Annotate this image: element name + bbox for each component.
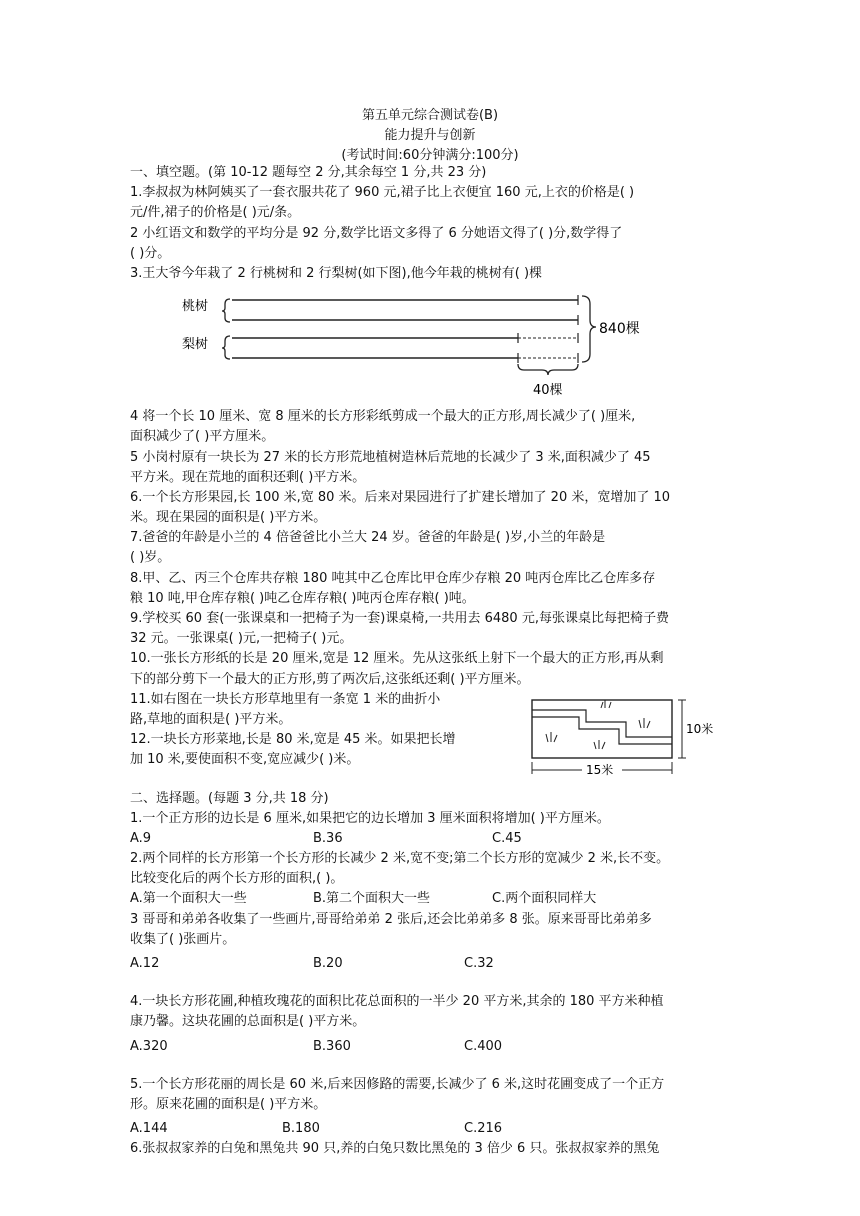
grass-path-diagram: [526, 692, 736, 788]
s2-q4-option-a: A.320: [130, 1038, 168, 1054]
label-pear: 梨树: [182, 337, 209, 353]
s2-q1-option-c: C.45: [492, 830, 522, 846]
s2-q3-line2: 收集了( )张画片。: [130, 931, 236, 947]
q4-line2: 面积减少了( )平方厘米。: [130, 429, 275, 445]
s2-q3-line1: 3 哥哥和弟弟各收集了一些画片,哥哥给弟弟 2 张后,还会比弟弟多 8 张。原来哥哥比弟弟多: [130, 911, 652, 927]
q7-line1: 7.爸爸的年龄是小兰的 4 倍爸爸比小兰大 24 岁。爸爸的年龄是( )岁,小兰的年龄是: [130, 530, 606, 546]
q6-line2: 米。现在果园的面积是( )平方米。: [130, 510, 327, 526]
s2-q3-options: [130, 954, 734, 974]
q5-line2: 平方米。现在荒地的面积还剩( )平方米。: [130, 469, 366, 485]
q2-line2: ( )分。: [130, 245, 171, 261]
q2-line1: 2 小红语文和数学的平均分是 92 分,数学比语文多得了 6 分她语文得了( )分,数学得了: [130, 225, 623, 241]
q10-line1: 10.一张长方形纸的长是 20 厘米,宽是 12 厘米。先从这张纸上射下一个最大的正方形,再从剩: [130, 651, 664, 667]
section2-heading: 二、选择题。(每题 3 分,共 18 分): [130, 790, 329, 806]
s2-q1-option-a: A.9: [130, 830, 152, 846]
s2-q2-options: [130, 889, 734, 909]
s2-q2-line2: 比较变化后的两个长方形的面积,( )。: [130, 871, 344, 887]
total-label: 840棵: [599, 321, 640, 338]
q9-line1: 9.学校买 60 套(一张课桌和一把椅子为一套)课桌椅,一共用去 6480 元,每张课桌比每把椅子费: [130, 611, 669, 626]
width-label: 15米: [586, 762, 614, 777]
tree-diagram: [130, 284, 734, 407]
exam-subtitle: 能力提升与创新: [384, 128, 476, 143]
label-peach: 桃树: [182, 299, 209, 315]
s2-q6-line1: 6.张叔叔家养的白兔和黑兔共 90 只,养的白兔只数比黑兔的 3 倍少 6 只。张叔叔家养的黑兔: [130, 1141, 660, 1157]
s2-q2-line1: 2.两个同样的长方形第一个长方形的长减少 2 米,宽不变;第二个长方形的宽减少 2 米,长不变。: [130, 851, 670, 867]
q11-line2: 路,草地的面积是( )平方米。: [130, 711, 292, 727]
s2-q3-option-b: B.20: [313, 956, 343, 971]
header: [0, 106, 860, 166]
s2-q3-option-c: C.32: [464, 956, 494, 971]
s2-q4-line2: 康乃馨。这块花圃的总面积是( )平方米。: [130, 1014, 366, 1030]
s2-q5-line1: 5.一个长方形花丽的周长是 60 米,后来因修路的需要,长减少了 6 米,这时花圃变成了一个正方: [130, 1076, 665, 1092]
exam-title: 第五单元综合测试卷(B): [361, 108, 499, 123]
s2-q1-options: [130, 829, 734, 849]
q9-line2: 32 元。一张课桌( )元,一把椅子( )元。: [130, 631, 353, 647]
q10-line2: 下的部分剪下一个最大的正方形,剪了两次后,这张纸还剩( )平方厘米。: [130, 671, 530, 687]
q8-line2: 粮 10 吨,甲仓库存粮( )吨乙仓库存粮( )吨丙仓库存粮( )吨。: [130, 590, 475, 606]
section1-heading: 一、填空题。(第 10-12 题每空 2 分,其余每空 1 分,共 23 分): [130, 165, 487, 180]
q4-line1: 4 将一个长 10 厘米、宽 8 厘米的长方形彩纸剪成一个最大的正方形,周长减少了( )厘米,: [130, 409, 636, 425]
s2-q5-option-a: A.144: [130, 1121, 168, 1137]
q11-line1: 11.如右图在一块长方形草地里有一条宽 1 米的曲折小: [130, 691, 441, 707]
exam-info: (考试时间:60分钟满分:100分): [341, 148, 519, 163]
q1-line1: 1.李叔叔为林阿姨买了一套衣服共花了 960 元,裙子比上衣便宜 160 元,上衣的价格是( ): [130, 185, 635, 201]
q8-line1: 8.甲、乙、丙三个仓库共存粮 180 吨其中乙仓库比甲仓库少存粮 20 吨丙仓库比乙仓库多存: [130, 570, 656, 586]
s2-q3-option-a: A.12: [130, 956, 160, 971]
s2-q4-options: [130, 1037, 734, 1057]
total-brace: [582, 296, 596, 362]
q5-line1: 5 小岗村原有一块长为 27 米的长方形荒地植树造林后荒地的长减少了 3 米,面积减少了 45: [130, 449, 651, 465]
s2-q5-option-b: B.180: [282, 1121, 320, 1137]
s2-q1-line1: 1.一个正方形的边长是 6 厘米,如果把它的边长增加 3 厘米面积将增加( )平方厘米。: [130, 810, 610, 826]
pear-brace: [222, 336, 230, 359]
s2-q4-option-c: C.400: [464, 1038, 503, 1054]
peach-brace: [222, 299, 230, 322]
s2-q5-options: [130, 1119, 734, 1139]
q3-line1: 3.王大爷今年栽了 2 行桃树和 2 行梨树(如下图),他今年栽的桃树有( )棵: [130, 265, 543, 281]
s2-q5-option-c: C.216: [464, 1121, 503, 1137]
path-edge-1: [532, 710, 672, 737]
q7-line2: ( )岁。: [130, 550, 171, 566]
s2-q4-option-b: B.360: [313, 1038, 351, 1054]
s2-q1-option-b: B.36: [313, 830, 343, 846]
exam-content: [130, 163, 734, 1160]
path-edge-2: [532, 717, 672, 744]
s2-q4-line1: 4.一块长方形花圃,种植玫瑰花的面积比花总面积的一半少 20 平方米,其余的 180 平方米种植: [130, 994, 664, 1010]
diff-brace: [518, 364, 578, 375]
q12-line1: 12.一块长方形菜地,长是 80 米,宽是 45 米。如果把长增: [130, 732, 456, 748]
tree-diagram-svg: [130, 284, 734, 407]
q6-line1: 6.一个长方形果园,长 100 米,宽 80 米。后来对果园进行了扩建长增加了 20 米，宽增加了 10: [130, 489, 671, 505]
q1-line2: 元/件,裙子的价格是( )元/条。: [130, 205, 301, 221]
q12-line2: 加 10 米,要使面积不变,宽应减少( )米。: [130, 752, 360, 768]
height-label: 10米: [686, 721, 714, 736]
grass-path-svg: [526, 692, 736, 784]
s2-q2-option-c: C.两个面积同样大: [492, 891, 597, 907]
s2-q5-line2: 形。原来花圃的面积是( )平方米。: [130, 1096, 327, 1112]
grass-icon: [546, 700, 650, 749]
s2-q2-option-b: B.第二个面积大一些: [313, 891, 431, 907]
q11-q12-block: [130, 690, 734, 789]
s2-q2-option-a: A.第一个面积大一些: [130, 891, 247, 907]
diff-label: 40棵: [533, 383, 563, 399]
